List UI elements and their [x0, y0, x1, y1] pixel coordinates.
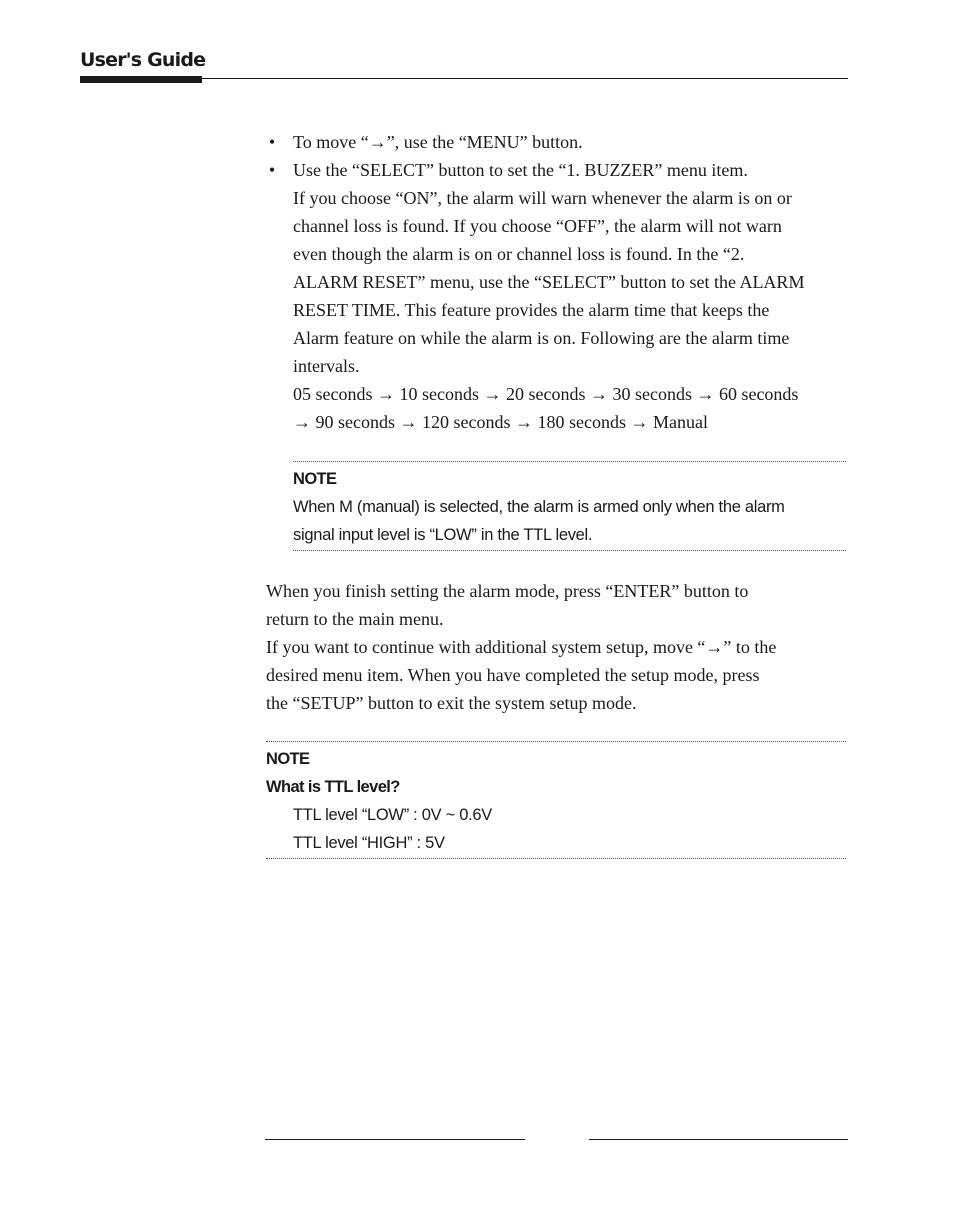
body-paragraph — [266, 577, 846, 717]
note-line: TTL level “LOW” : 0V ~ 0.6V — [293, 806, 492, 824]
body-line: If you want to continue with additional system setup, move “→” to the — [266, 637, 777, 657]
bullet-line: even though the alarm is on or channel loss is found. In the “2. — [293, 244, 745, 264]
bullet-dot: • — [268, 132, 276, 152]
bullet-dot: • — [268, 160, 276, 180]
note-line: When M (manual) is selected, the alarm is armed only when the alarm — [293, 498, 785, 516]
footer-rule-left — [265, 1139, 525, 1140]
header-bar — [80, 76, 202, 83]
bullet-line: 05 seconds → 10 seconds → 20 seconds → 30 seconds → 60 seconds — [293, 384, 799, 404]
header-title: User's Guide — [80, 49, 206, 71]
bullet-line: To move “→”, use the “MENU” button. — [293, 132, 583, 152]
body-line: desired menu item. When you have completed the setup mode, press — [266, 665, 760, 685]
list-item — [266, 156, 856, 436]
note-subtitle: What is TTL level? — [266, 778, 400, 796]
note-box-ttl — [266, 741, 846, 859]
list-item — [266, 128, 856, 156]
note-line: signal input level is “LOW” in the TTL level. — [293, 526, 593, 544]
note-title: NOTE — [293, 470, 337, 488]
bullet-line: intervals. — [293, 356, 360, 376]
bullet-line: RESET TIME. This feature provides the alarm time that keeps the — [293, 300, 770, 320]
bullet-line: channel loss is found. If you choose “OFF”, the alarm will not warn — [293, 216, 782, 236]
body-line: the “SETUP” button to exit the system setup mode. — [266, 693, 637, 713]
bullet-list — [266, 128, 856, 436]
bullet-line: Use the “SELECT” button to set the “1. BUZZER” menu item. — [293, 160, 748, 180]
bullet-line: ALARM RESET” menu, use the “SELECT” button to set the ALARM — [293, 272, 805, 292]
note-title: NOTE — [266, 750, 310, 768]
body-line: return to the main menu. — [266, 609, 444, 629]
bullet-line: If you choose “ON”, the alarm will warn whenever the alarm is on or — [293, 188, 792, 208]
body-line: When you finish setting the alarm mode, press “ENTER” button to — [266, 581, 749, 601]
bullet-line: → 90 seconds → 120 seconds → 180 seconds → Manual — [293, 412, 708, 432]
bullet-line: Alarm feature on while the alarm is on. Following are the alarm time — [293, 328, 790, 348]
footer-rule-right — [589, 1139, 848, 1140]
note-box-manual — [293, 461, 846, 551]
note-line: TTL level “HIGH” : 5V — [293, 834, 445, 852]
